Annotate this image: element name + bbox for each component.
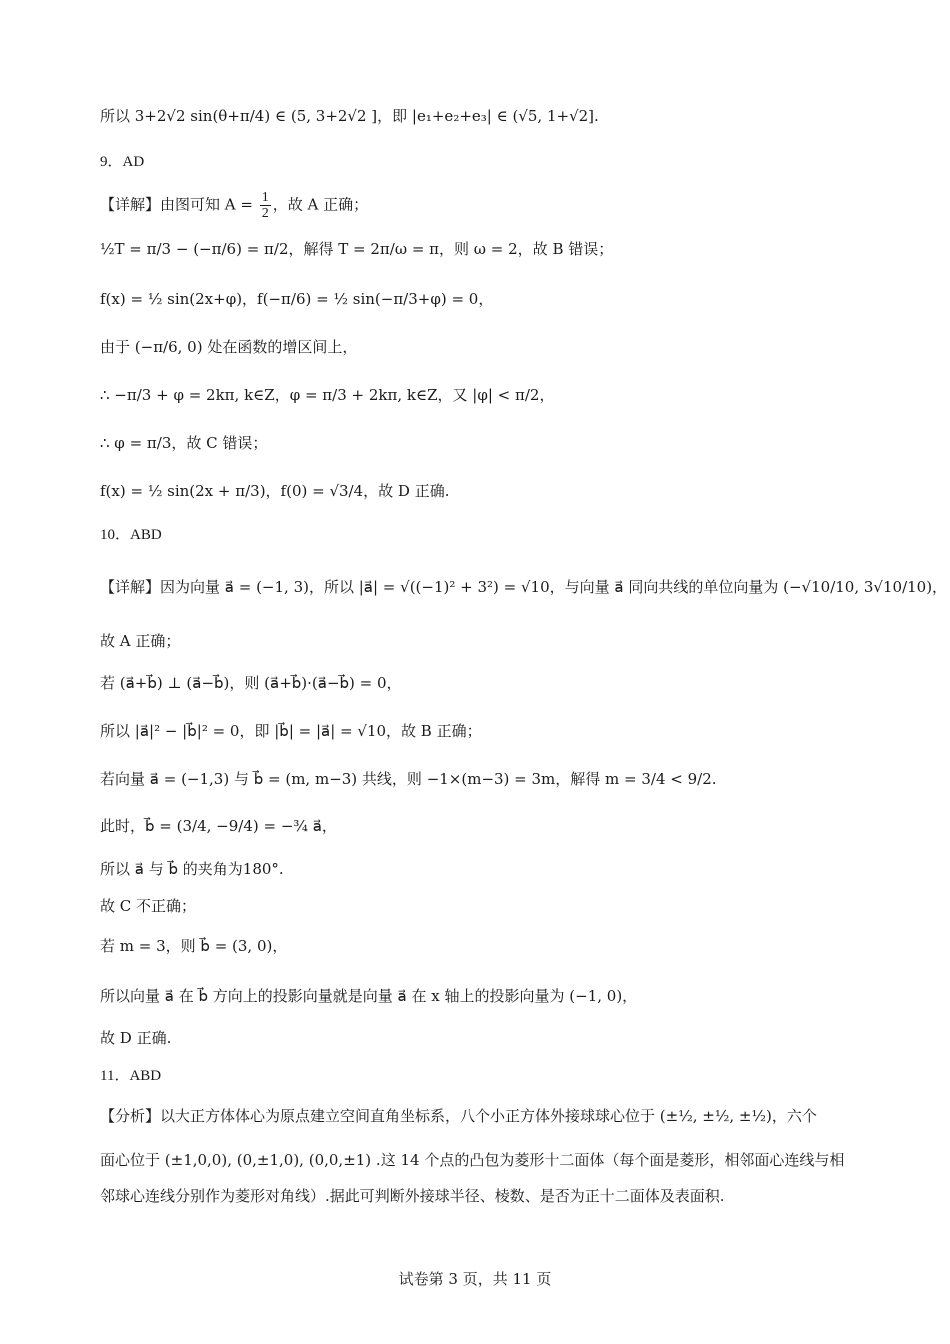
line-function-eq: f(x) = ½ sin(2x+φ)，f(−π/6) = ½ sin(−π/3+φ) = 0， — [100, 290, 494, 308]
line-c-incorrect: 故 C 不正确； — [100, 897, 197, 915]
text-amplitude: 【详解】由图可知 A = — [100, 195, 258, 214]
line-d-correct: 故 D 正确. — [100, 1029, 172, 1047]
page-footer: 试卷第 3 页，共 11 页 — [398, 1270, 552, 1288]
line-m-three: 若 m = 3，则 b⃗ = (3, 0)， — [100, 937, 288, 955]
line-phi-solve: ∴ −π/3 + φ = 2kπ, k∈Z，φ = π/3 + 2kπ, k∈Z，又 |φ| < π/2， — [100, 386, 555, 404]
line-collinear: 若向量 a⃗ = (−1,3) 与 b⃗ = (m, m−3) 共线，则 −1×(m−3) = 3m，解得 m = 3/4 < 9/2. — [100, 770, 717, 788]
fraction-num: 1 — [261, 190, 269, 205]
answer-10: 10．ABD — [100, 527, 162, 543]
line-phi-result: ∴ φ = π/3，故 C 错误； — [100, 434, 268, 452]
fraction-den: 2 — [261, 206, 269, 221]
line-vector-unit: 【详解】因为向量 a⃗ = (−1, 3)，所以 |a⃗| = √((−1)² + 3²) = √10，与向量 a⃗ 同向共线的单位向量为 (−√10/10, 3√10/10)， — [100, 578, 948, 596]
line-detail-9-amplitude — [100, 190, 890, 221]
answer-9: 9．AD — [100, 154, 145, 170]
answer-11: 11．ABD — [100, 1068, 162, 1084]
line-analysis-3: 邻球心连线分别作为菱形对角线）.据此可判断外接球半径、棱数、是否为正十二面体及表面积. — [100, 1187, 725, 1205]
line-projection: 所以向量 a⃗ 在 b⃗ 方向上的投影向量就是向量 a⃗ 在 x 轴上的投影向量为 (−1, 0)， — [100, 987, 638, 1005]
line-b-vector: 此时，b⃗ = (3/4, −9/4) = −¾ a⃗， — [100, 817, 337, 835]
line-analysis-2: 面心位于 (±1,0,0), (0,±1,0), (0,0,±1) .这 14 个点的凸包为菱形十二面体（每个面是菱形，相邻面心连线与相 — [100, 1151, 845, 1169]
line-analysis-1: 【分析】以大正方体体心为原点建立空间直角坐标系，八个小正方体外接球球心位于 (±½, ±½, ±½)，六个 — [100, 1107, 817, 1125]
fraction-one-half — [260, 190, 271, 221]
line-range-result: 所以 3+2√2 sin(θ+π/4) ∈ (5, 3+2√2 ]，即 |e₁+e₂+e₃| ∈ (√5, 1+√2]. — [100, 107, 599, 125]
line-final-function: f(x) = ½ sin(2x + π/3)，f(0) = √3/4，故 D 正确. — [100, 482, 450, 500]
line-angle: 所以 a⃗ 与 b⃗ 的夹角为180°. — [100, 860, 284, 878]
line-a-correct: 故 A 正确； — [100, 632, 181, 650]
line-magnitude: 所以 |a⃗|² − |b⃗|² = 0，即 |b⃗| = |a⃗| = √10，故 B 正确； — [100, 722, 482, 740]
text-amplitude-tail: ，故 A 正确； — [272, 195, 369, 214]
line-increasing: 由于 (−π/6, 0) 处在函数的增区间上， — [100, 338, 358, 356]
line-perpendicular: 若 (a⃗+b⃗) ⊥ (a⃗−b⃗)，则 (a⃗+b⃗)·(a⃗−b⃗) = 0， — [100, 674, 402, 692]
line-period: ½T = π/3 − (−π/6) = π/2，解得 T = 2π/ω = π，则 ω = 2，故 B 错误； — [100, 240, 614, 258]
